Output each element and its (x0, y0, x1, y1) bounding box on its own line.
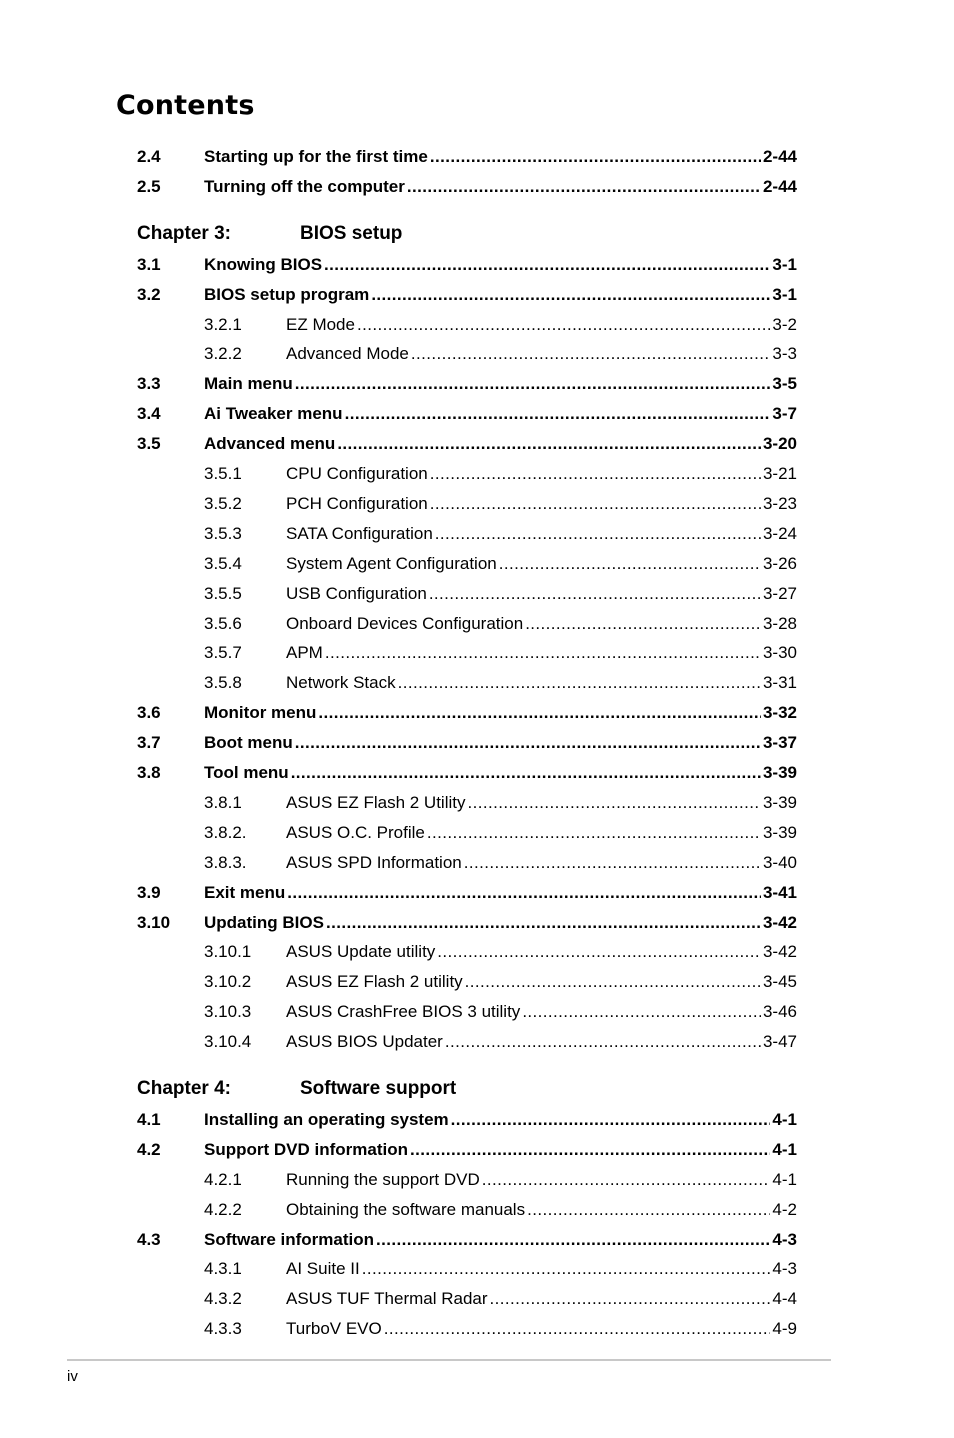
toc-entry-title: TurboV EVO (286, 1319, 382, 1339)
toc-entry-title: SATA Configuration (286, 523, 433, 543)
toc-section-entry[interactable] (137, 433, 797, 455)
toc-subsection-entry[interactable] (137, 523, 797, 545)
toc-subsection-entry[interactable] (137, 553, 797, 575)
toc-entry-number: 3.10.1 (204, 942, 252, 962)
toc-entry-number: 3.5.2 (204, 493, 242, 513)
toc-section-entry[interactable] (137, 702, 797, 724)
toc-entry-number: 2.5 (137, 176, 161, 196)
toc-entry-number: 3.9 (137, 882, 161, 902)
toc-leader-dots (430, 146, 761, 168)
toc-leader-dots (295, 373, 771, 395)
toc-leader-dots (362, 1258, 771, 1280)
toc-subsection-entry[interactable] (137, 792, 797, 814)
toc-leader-dots (287, 882, 761, 904)
toc-entry-title: ASUS TUF Thermal Radar (286, 1289, 488, 1309)
toc-entry-number: 3.10.2 (204, 972, 252, 992)
toc-subsection-entry[interactable] (137, 314, 797, 336)
toc-leader-dots (411, 343, 771, 365)
toc-leader-dots (468, 792, 761, 814)
toc-entry-number: 3.6 (137, 703, 161, 723)
chapter-heading (137, 219, 402, 245)
toc-entry-number: 4.2 (137, 1139, 161, 1159)
toc-section-entry[interactable] (137, 882, 797, 904)
toc-leader-dots (398, 672, 761, 694)
toc-section-entry[interactable] (137, 1109, 797, 1131)
toc-subsection-entry[interactable] (137, 1169, 797, 1191)
toc-entry-number: 3.10.4 (204, 1032, 252, 1052)
toc-entry-page: 4-1 (772, 1169, 797, 1189)
toc-entry-page: 3-21 (762, 464, 797, 483)
toc-leader-dots (427, 822, 761, 844)
toc-entry-title: Advanced menu (204, 434, 336, 454)
toc-leader-dots (437, 941, 761, 963)
toc-entry-page: 3-31 (762, 673, 797, 693)
toc-subsection-entry[interactable] (137, 1199, 797, 1221)
toc-entry-title: AI Suite II (286, 1259, 360, 1279)
toc-entry-title: Starting up for the first time (204, 147, 428, 166)
toc-entry-title: Tool menu (204, 763, 289, 782)
toc-subsection-entry[interactable] (137, 672, 797, 694)
toc-entry-title: BIOS setup program (204, 284, 370, 304)
toc-leader-dots (376, 1229, 770, 1251)
toc-entry-title: ASUS CrashFree BIOS 3 utility (286, 1002, 521, 1022)
toc-entry-title: ASUS EZ Flash 2 Utility (286, 792, 466, 812)
toc-entry-title: CPU Configuration (286, 464, 428, 483)
toc-entry-title: ASUS BIOS Updater (286, 1032, 443, 1052)
toc-entry-title: ASUS O.C. Profile (286, 822, 425, 842)
toc-entry-page: 3-32 (762, 703, 797, 723)
toc-entry-page: 3-40 (762, 852, 797, 872)
toc-subsection-entry[interactable] (137, 1001, 797, 1023)
toc-entry-page: 4-4 (772, 1289, 797, 1309)
toc-section-entry[interactable] (137, 254, 797, 276)
toc-section-entry[interactable] (137, 732, 797, 754)
toc-subsection-entry[interactable] (137, 1288, 797, 1310)
toc-entry-number: 3.2.2 (204, 344, 242, 364)
toc-entry-title: Ai Tweaker menu (204, 404, 343, 424)
toc-entry-page: 4-9 (772, 1319, 797, 1339)
toc-leader-dots (325, 642, 761, 664)
toc-entry-number: 3.8.1 (204, 792, 242, 812)
toc-entry-number: 3.1 (137, 254, 161, 274)
toc-leader-dots (499, 553, 761, 575)
toc-entry-title: Monitor menu (204, 703, 317, 723)
toc-entry-number: 3.5.5 (204, 583, 242, 603)
toc-entry-number: 3.10.3 (204, 1002, 252, 1022)
footer-page-number: iv (67, 1368, 78, 1385)
toc-entry-title: Running the support DVD (286, 1169, 480, 1189)
toc-entry-number: 4.1 (137, 1109, 161, 1129)
toc-section-entry[interactable] (137, 284, 797, 306)
toc-leader-dots (371, 284, 770, 306)
toc-entry-title: USB Configuration (286, 583, 427, 603)
toc-entry-page: 3-42 (762, 912, 797, 932)
toc-entry-page: 3-39 (762, 822, 797, 842)
toc-entry-page: 3-30 (762, 643, 797, 663)
toc-entry-page: 2-44 (762, 176, 797, 196)
toc-entry-page: 3-46 (762, 1002, 797, 1022)
toc-subsection-entry[interactable] (137, 1258, 797, 1280)
toc-entry-title: Main menu (204, 374, 293, 394)
toc-leader-dots (291, 762, 761, 784)
toc-entry-page: 4-2 (772, 1199, 797, 1219)
toc-entry-title: Knowing BIOS (204, 254, 323, 274)
toc-entry-page: 3-45 (762, 972, 797, 992)
toc-entry-title: Network Stack (286, 673, 396, 693)
toc-leader-dots (445, 1031, 761, 1053)
toc-leader-dots (525, 613, 761, 635)
toc-entry-number: 4.3.2 (204, 1289, 242, 1309)
toc-entry-page: 3-23 (762, 493, 797, 513)
toc-entry-title: System Agent Configuration (286, 553, 497, 573)
toc-subsection-entry[interactable] (137, 852, 797, 874)
toc-entry-number: 4.3.3 (204, 1319, 242, 1339)
toc-entry-title: PCH Configuration (286, 493, 428, 513)
toc-entry-number: 3.5.8 (204, 673, 242, 693)
toc-entry-title: ASUS SPD Information (286, 852, 462, 872)
toc-entry-title: Software information (204, 1229, 375, 1249)
toc-entry-page: 3-39 (762, 792, 797, 812)
toc-entry-title: Obtaining the software manuals (286, 1199, 526, 1219)
toc-section-entry[interactable] (137, 912, 797, 934)
toc-entry-page: 4-1 (772, 1139, 797, 1159)
chapter-heading (137, 1074, 456, 1100)
toc-entry-page: 3-2 (772, 314, 797, 334)
toc-entry-title: EZ Mode (286, 314, 355, 334)
chapter-label: Chapter 3: (137, 222, 231, 244)
toc-entry-number: 3.5.6 (204, 613, 242, 633)
toc-entry-number: 3.8.3. (204, 852, 247, 872)
toc-section-entry[interactable] (137, 1229, 797, 1251)
toc-section-entry[interactable] (137, 146, 797, 168)
toc-entry-number: 3.2 (137, 284, 161, 304)
toc-subsection-entry[interactable] (137, 463, 797, 485)
toc-leader-dots (337, 433, 761, 455)
toc-leader-dots (324, 254, 770, 276)
toc-entry-number: 4.2.2 (204, 1199, 242, 1219)
toc-leader-dots (345, 403, 771, 425)
toc-entry-title: Onboard Devices Configuration (286, 613, 524, 633)
toc-entry-number: 3.8.2. (204, 822, 247, 842)
toc-entry-number: 4.3.1 (204, 1259, 242, 1279)
chapter-label: Chapter 4: (137, 1078, 231, 1099)
toc-subsection-entry[interactable] (137, 583, 797, 605)
toc-leader-dots (482, 1169, 771, 1191)
toc-entry-title: Exit menu (204, 882, 286, 902)
toc-entry-number: 3.5.7 (204, 643, 242, 663)
toc-entry-page: 3-1 (772, 254, 797, 274)
toc-entry-number: 2.4 (137, 147, 161, 166)
toc-leader-dots (407, 176, 761, 198)
toc-entry-page: 3-41 (762, 882, 797, 902)
toc-entry-number: 3.5.3 (204, 523, 242, 543)
footer-divider (67, 1359, 831, 1361)
toc-entry-number: 3.4 (137, 404, 161, 424)
toc-entry-page: 3-20 (762, 434, 797, 454)
toc-entry-page: 3-39 (762, 763, 797, 782)
toc-entry-title: Advanced Mode (286, 344, 409, 364)
toc-leader-dots (357, 314, 770, 336)
toc-entry-page: 3-1 (772, 284, 797, 304)
toc-entry-page: 4-3 (772, 1259, 797, 1279)
toc-leader-dots (527, 1199, 770, 1221)
toc-entry-page: 3-5 (772, 374, 797, 394)
toc-entry-page: 2-44 (762, 147, 797, 166)
toc-entry-page: 3-28 (762, 613, 797, 633)
toc-subsection-entry[interactable] (137, 613, 797, 635)
toc-leader-dots (435, 523, 761, 545)
toc-leader-dots (522, 1001, 761, 1023)
toc-section-entry[interactable] (137, 176, 797, 198)
toc-entry-page: 3-47 (762, 1032, 797, 1052)
toc-leader-dots (430, 493, 761, 515)
toc-entry-page: 3-26 (762, 553, 797, 573)
toc-section-entry[interactable] (137, 762, 797, 784)
toc-entry-title: Installing an operating system (204, 1109, 449, 1129)
toc-entry-number: 4.2.1 (204, 1169, 242, 1189)
toc-entry-number: 3.3 (137, 374, 161, 394)
page-title: Contents (116, 90, 255, 121)
toc-leader-dots (490, 1288, 771, 1310)
toc-entry-page: 4-1 (772, 1109, 797, 1129)
toc-entry-page: 3-24 (762, 523, 797, 543)
toc-entry-number: 3.2.1 (204, 314, 242, 334)
toc-leader-dots (326, 912, 761, 934)
toc-entry-number: 3.5 (137, 434, 161, 454)
chapter-title: BIOS setup (300, 222, 403, 244)
toc-leader-dots (464, 852, 761, 874)
toc-entry-page: 3-27 (762, 583, 797, 603)
toc-leader-dots (295, 732, 761, 754)
toc-entry-number: 3.8 (137, 763, 161, 782)
toc-entry-title: ASUS Update utility (286, 942, 436, 962)
toc-subsection-entry[interactable] (137, 971, 797, 993)
toc-leader-dots (430, 463, 761, 485)
toc-entry-page: 3-37 (762, 733, 797, 753)
toc-leader-dots (451, 1109, 771, 1131)
toc-entry-title: APM (286, 643, 323, 663)
toc-subsection-entry[interactable] (137, 343, 797, 365)
toc-leader-dots (384, 1318, 771, 1340)
toc-entry-title: Turning off the computer (204, 176, 405, 196)
toc-subsection-entry[interactable] (137, 941, 797, 963)
toc-leader-dots (318, 702, 761, 724)
toc-entry-title: Updating BIOS (204, 912, 324, 932)
toc-entry-title: Support DVD information (204, 1139, 408, 1159)
toc-section-entry[interactable] (137, 403, 797, 425)
toc-subsection-entry[interactable] (137, 1031, 797, 1053)
toc-subsection-entry[interactable] (137, 822, 797, 844)
toc-entry-number: 4.3 (137, 1229, 161, 1249)
toc-entry-number: 3.5.1 (204, 464, 242, 483)
toc-leader-dots (429, 583, 761, 605)
toc-entry-page: 3-3 (772, 344, 797, 364)
toc-subsection-entry[interactable] (137, 493, 797, 515)
toc-entry-title: ASUS EZ Flash 2 utility (286, 972, 463, 992)
toc-leader-dots (410, 1139, 770, 1161)
toc-subsection-entry[interactable] (137, 1318, 797, 1340)
toc-entry-number: 3.5.4 (204, 553, 242, 573)
toc-entry-title: Boot menu (204, 733, 293, 753)
toc-entry-number: 3.10 (137, 912, 171, 932)
toc-section-entry[interactable] (137, 373, 797, 395)
toc-entry-page: 4-3 (772, 1229, 797, 1249)
toc-entry-page: 3-42 (762, 942, 797, 962)
chapter-title: Software support (300, 1078, 457, 1099)
toc-entry-number: 3.7 (137, 733, 161, 753)
toc-section-entry[interactable] (137, 1139, 797, 1161)
toc-leader-dots (465, 971, 761, 993)
toc-subsection-entry[interactable] (137, 642, 797, 664)
toc-entry-page: 3-7 (772, 404, 797, 424)
